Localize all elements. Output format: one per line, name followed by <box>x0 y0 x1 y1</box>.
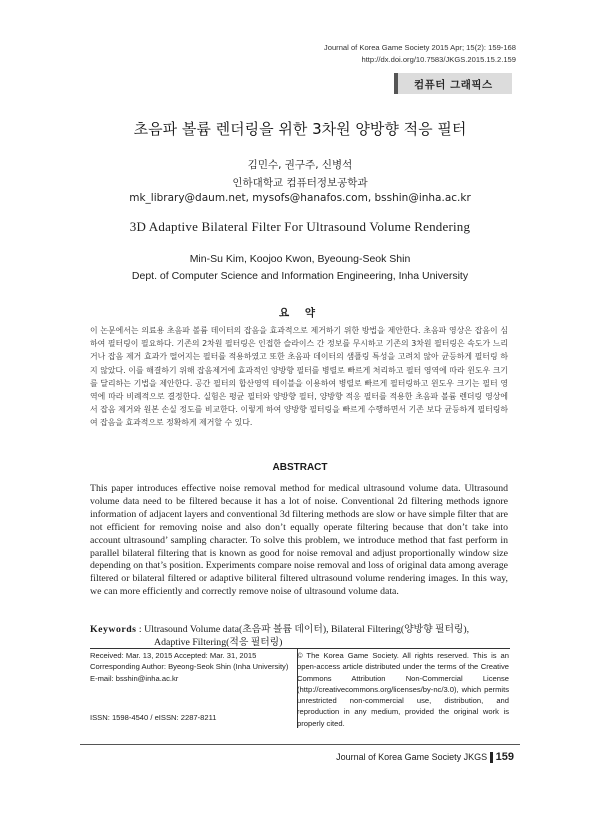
page-footer <box>336 751 514 763</box>
authors-english: Min-Su Kim, Koojoo Kwon, Byeoung-Seok Shin <box>189 253 411 265</box>
abstract-heading: ABSTRACT <box>272 462 328 473</box>
journal-header <box>324 42 516 66</box>
journal-citation: Journal of Korea Game Society 2015 Apr; 15(2): 159-168 <box>323 43 516 52</box>
article-info <box>90 650 290 684</box>
summary-heading: 요 약 <box>279 307 321 319</box>
footer-separator <box>490 752 493 763</box>
received-dates: Received: Mar. 13, 2015 Accepted: Mar. 31, 2015 <box>90 651 257 660</box>
doi-link[interactable]: http://dx.doi.org/10.7583/JKGS.2015.15.2.159 <box>361 55 516 64</box>
footer-journal: Journal of Korea Game Society JKGS <box>336 752 488 762</box>
title-korean: 초음파 볼륨 렌더링을 위한 3차원 양방향 적응 필터 <box>133 120 467 138</box>
footer-divider <box>80 744 520 745</box>
keywords-label: Keywords <box>90 624 137 635</box>
keywords-line-1: : Ultrasound Volume data(초음파 볼륨 데이터), Bilateral Filtering(양방향 필터링), <box>136 624 470 635</box>
issn: ISSN: 1598-4540 / eISSN: 2287-8211 <box>90 713 217 722</box>
license-notice: © The Korea Game Society. All rights reserved. This is an open-access article distributed under the terms of the Creative Commons Attribution Non-Commercial License (http://creativecommons.org/licenses/by-nc/3.0), which permits unrestricted non-commercial use, distribution, and reproduction in any medium, provided the original work is properly cited. <box>297 651 509 728</box>
category-badge <box>394 73 512 94</box>
affiliation-korean: 인하대학교 컴퓨터정보공학과 <box>232 177 368 189</box>
title-english: 3D Adaptive Bilateral Filter For Ultrasound Volume Rendering <box>129 219 471 234</box>
corresponding-author: Corresponding Author: Byeong-Seok Shin (Inha University) <box>90 662 289 672</box>
keywords-line-2: Adaptive Filtering(적응 필터링) <box>154 636 283 648</box>
abstract-body: This paper introduces effective noise removal method for medical ultrasound volume data. Ultrasound volume data need to be filtered because it has a lot of noise. Conventional 2d filtering methods ignore information of adjacent layers and conventional 3d filtering methods are slow or have simple filter that are not efficient for removing noise and also don’t equally operate filtering because that don’t take into account ultrasound’ sampling character. To solve this problem, we introduce method that fast perform in parallel bilateral filtering that is known as good for noise removal and adjust proportionally window size depending on that’s position. Experiments compare noise removal and loss of original data among average filtered or bilateral filtered or adaptive biliteral filtered ultrasound volume rendering images. In this way, we can more efficiently and correctly remove noise of ultrasound volume data. <box>90 483 508 598</box>
page-number: 159 <box>495 751 514 763</box>
corresponding-email: E-mail: bsshin@inha.ac.kr <box>90 673 179 683</box>
category-bar <box>394 73 398 94</box>
author-emails: mk_library@daum.net, mysofs@hanafos.com, bsshin@inha.ac.kr <box>129 192 471 204</box>
keywords <box>90 624 510 649</box>
affiliation-english: Dept. of Computer Science and Information Engineering, Inha University <box>131 270 469 282</box>
info-divider <box>90 648 510 649</box>
authors-korean: 김민수, 권구주, 신병석 <box>247 159 353 171</box>
category-label: 컴퓨터 그래픽스 <box>414 79 493 91</box>
summary-body: 이 논문에서는 의료용 초음파 볼륨 데이터의 잡음을 효과적으로 제거하기 위한 방법을 제안한다. 초음파 영상은 잡음이 심하여 필터링이 필요하다. 기존의 2차원 필터링은 인접한 슬라이스 간 정보를 무시하고 기존의 3차원 필터링은 속도가 느리거나 잡음 제거 효과가 떨어지는 필터를 적용하였고 또한 초음파 데이터의 샘플링 특성을 고려치 않아 균등하게 필터링 하지 않았다. 이를 해결하기 위해 잡음제거에 효과적인 양방향 필터를 병렬로 빠르게 처리하고 필터 영역에 따라 윈도우 크기를 달리하는 기법을 제안한다. 공간 필터의 합산영역 테이블을 이용하여 병렬로 빠르게 필터링하고 윈도우 크기는 필터 영역에 따라 비례적으로 결정한다. 실험은 평균 필터와 양방향 필터, 양방향 적응 필터를 적용한 초음파 볼륨 렌더링 영상에서 잡음 제거와 원본 손실 정도를 비교한다. 이렇게 하여 양방향 필터링을 빠르게 수행하면서 기존 보다 균등하게 필터링하여 잡음을 효과적으로 정확하게 제거할 수 있다. <box>90 326 508 428</box>
